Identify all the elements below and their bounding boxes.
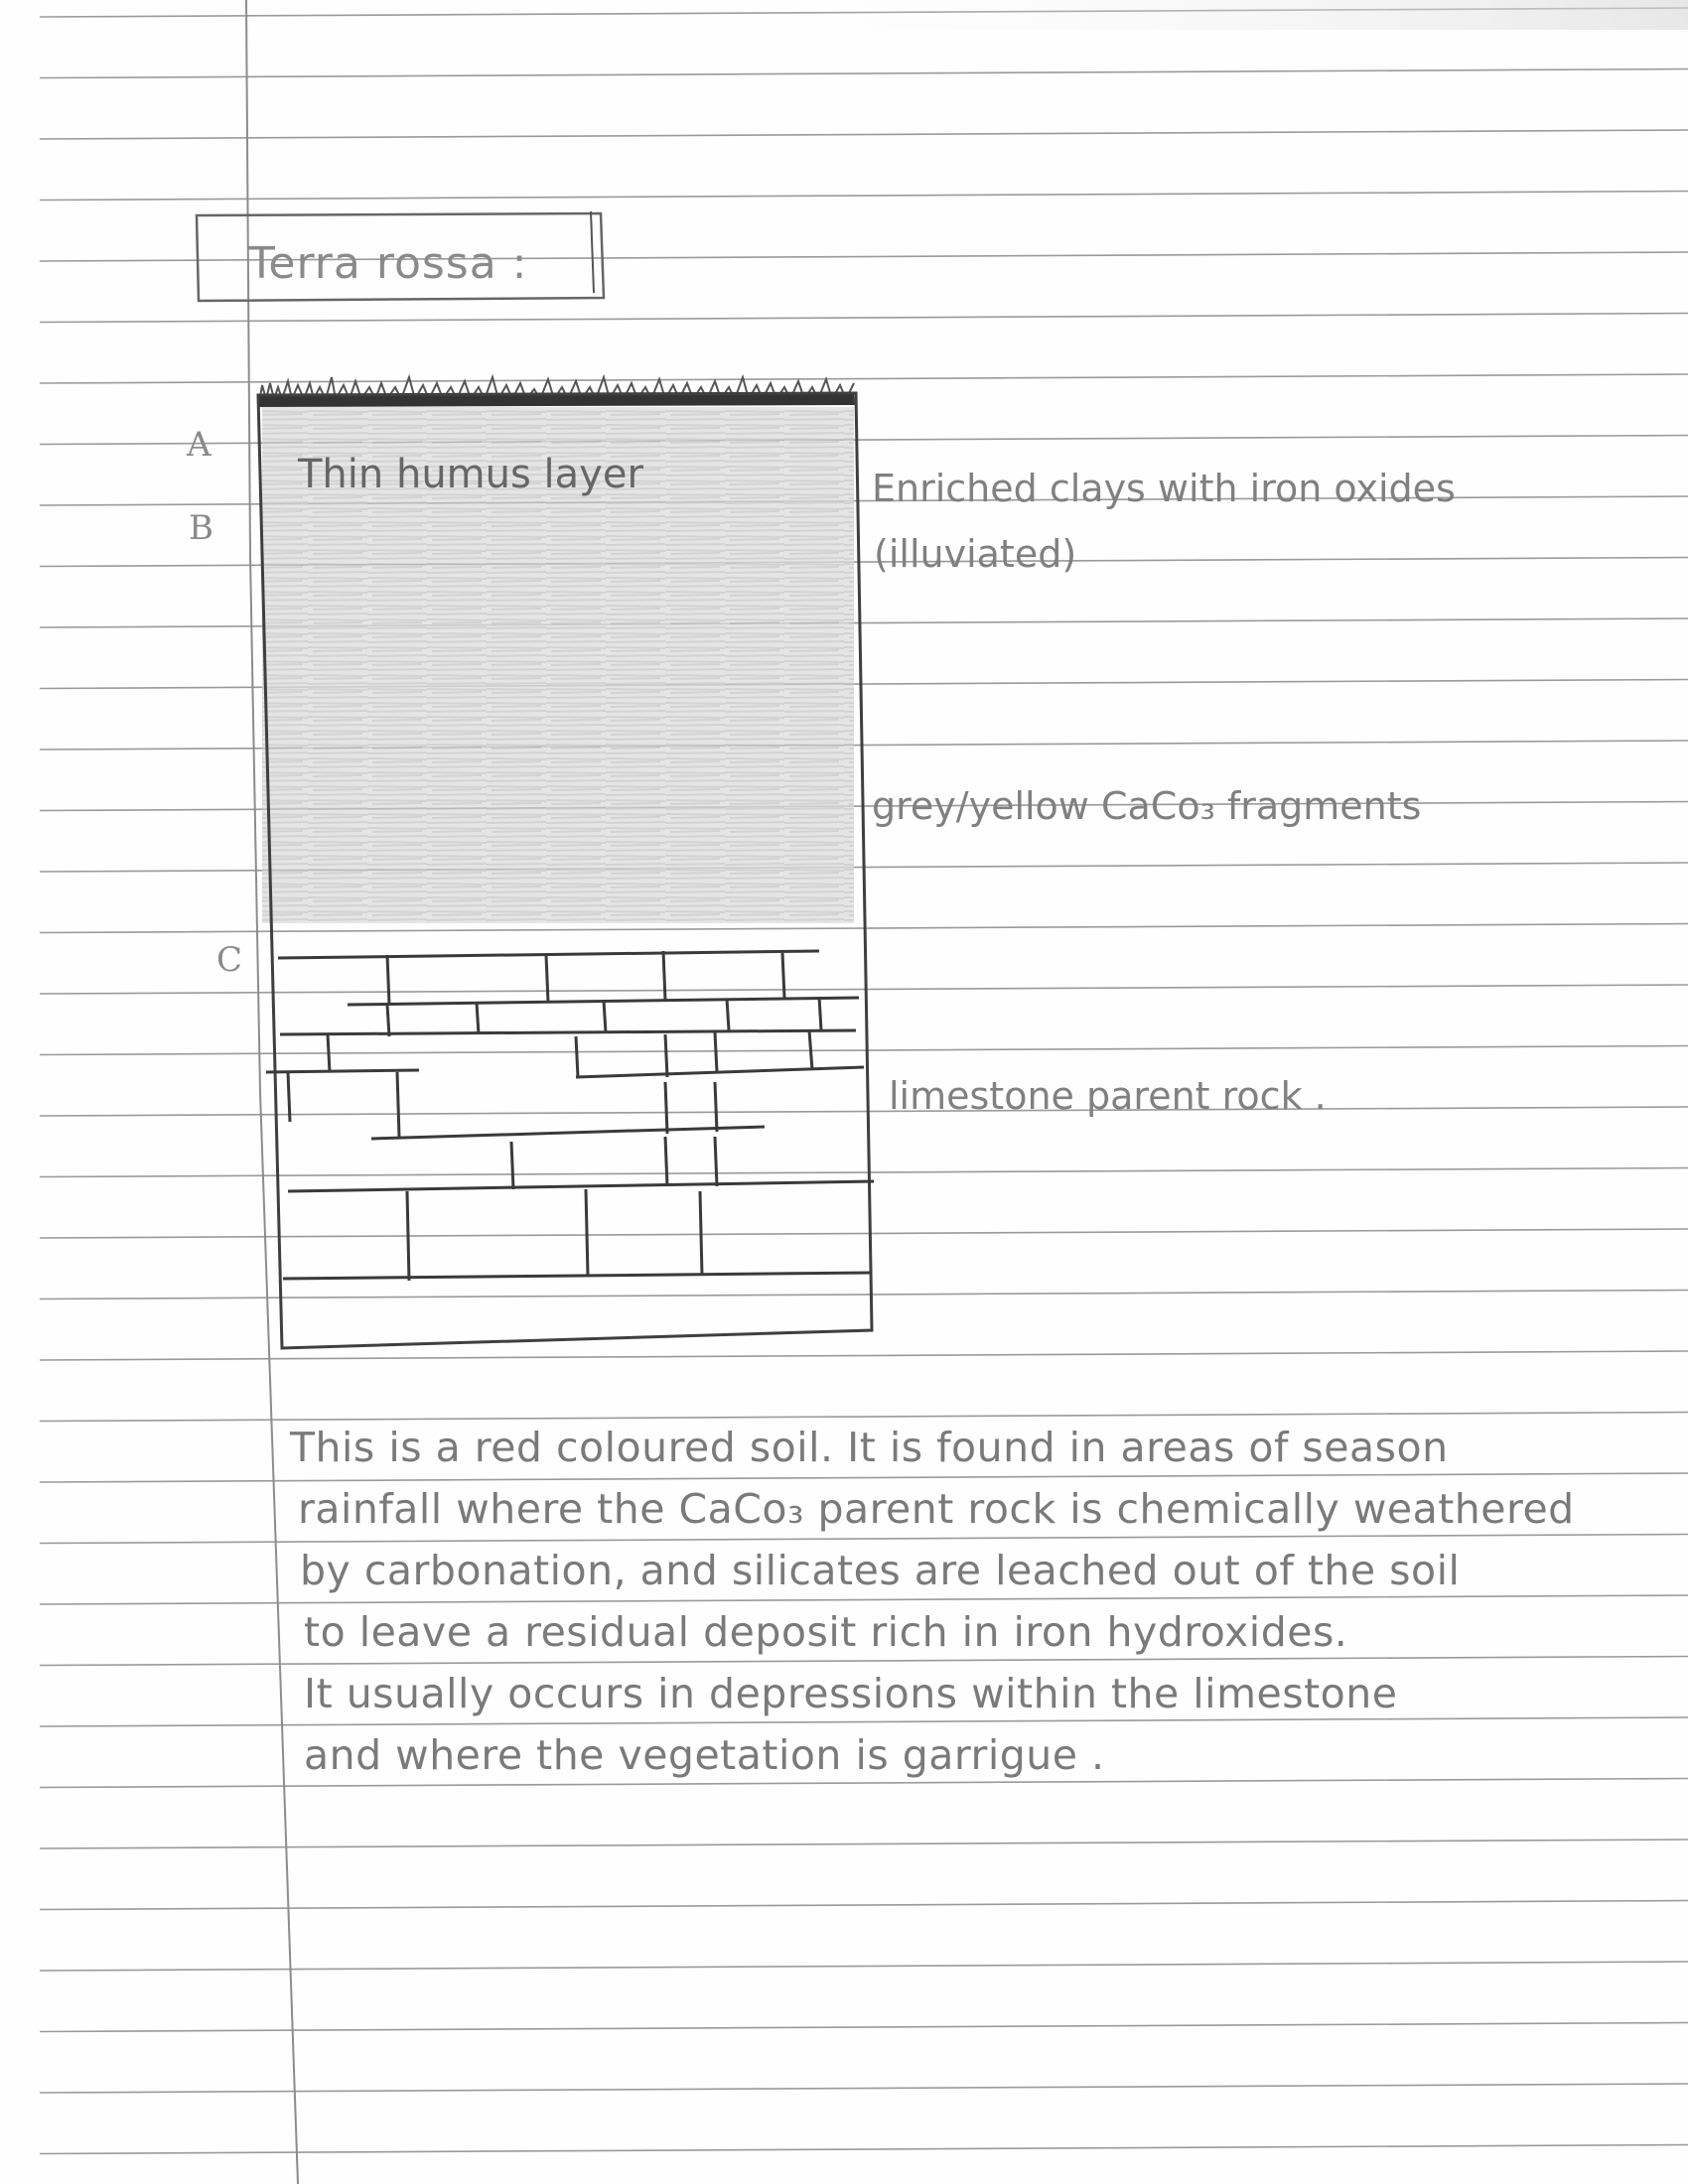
humus-label: Thin humus layer	[298, 452, 643, 497]
ruled-line	[40, 192, 1688, 201]
page-title: Terra rossa :	[248, 238, 528, 289]
ruled-line	[40, 1535, 1688, 1544]
annotation-clays-line1: Enriched clays with iron oxides	[872, 467, 1456, 510]
ruled-line	[40, 2084, 1688, 2093]
paragraph-line: and where the vegetation is garrigue .	[304, 1731, 1105, 1779]
ruled-line	[40, 69, 1688, 78]
ruled-line	[40, 1779, 1688, 1788]
ruled-line	[40, 1473, 1688, 1482]
ruled-line	[40, 2023, 1688, 2032]
ruled-line	[40, 314, 1688, 323]
paragraph-line: This is a red coloured soil. It is found in areas of season	[290, 1424, 1449, 1471]
ruled-line	[40, 1717, 1688, 1726]
ruled-line	[40, 1901, 1688, 1910]
limestone-bricks	[266, 951, 874, 1281]
ruled-line	[40, 1657, 1688, 1666]
paragraph-line: rainfall where the CaCo₃ parent rock is chemically weathered	[298, 1485, 1575, 1533]
ruled-line	[40, 130, 1688, 139]
horizon-label-c: C	[216, 940, 243, 980]
ruled-line	[40, 1595, 1688, 1604]
ruled-line	[40, 1962, 1688, 1971]
annotation-clays-line2: (illuviated)	[874, 532, 1077, 576]
paragraph-line: by carbonation, and silicates are leached out of the soil	[300, 1547, 1461, 1594]
annotation-parent-rock: limestone parent rock .	[889, 1074, 1327, 1118]
soil-profile-diagram	[248, 347, 894, 1360]
annotation-fragments: grey/yellow CaCo₃ fragments	[872, 784, 1422, 828]
horizon-label-a: A	[187, 425, 211, 465]
horizon-label-b: B	[189, 508, 213, 548]
paragraph-line: to leave a residual deposit rich in iron hydroxides.	[304, 1608, 1348, 1656]
ruled-line	[40, 2145, 1688, 2154]
paragraph-line: It usually occurs in depressions within the limestone	[304, 1670, 1398, 1717]
ruled-line	[40, 1413, 1688, 1422]
